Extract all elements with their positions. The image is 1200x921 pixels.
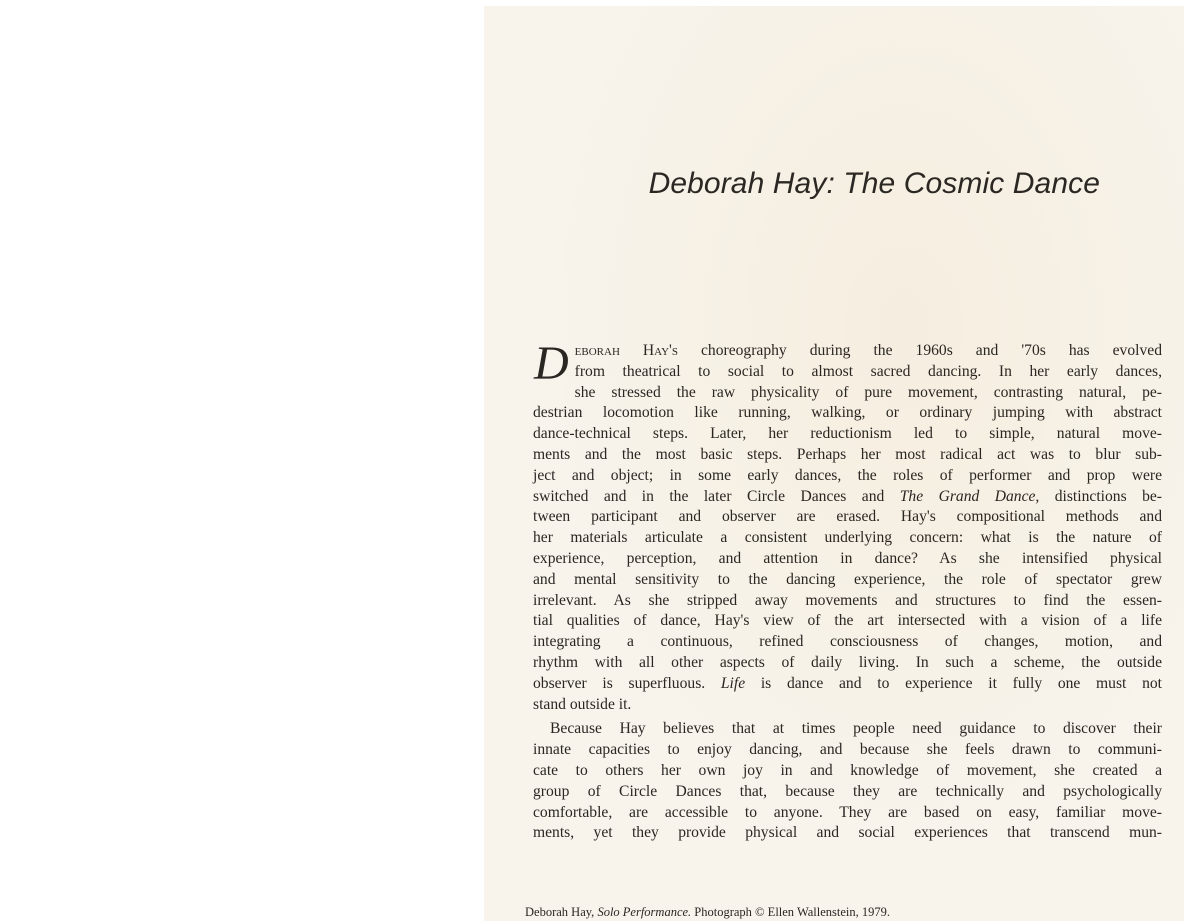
chapter-title: Deborah Hay: The Cosmic Dance: [648, 167, 1100, 200]
chapter-body: [533, 337, 1162, 844]
text-line: comfortable, are accessible to anyone. They are based on easy, familiar move-: [533, 803, 1162, 821]
text-line: eborah Hay's choreography during the 1960s and '70s has evolved: [574, 342, 1162, 359]
book-page: [484, 6, 1184, 921]
text-line: innate capacities to enjoy dancing, and because she feels drawn to communi-: [533, 741, 1162, 759]
text-line: integrating a continuous, refined consciousness of changes, motion, and: [533, 633, 1162, 651]
paragraph-1: [533, 337, 1162, 715]
text-line: switched and in the later Circle Dances and The Grand Dance, distinctions be-: [533, 487, 1162, 505]
text-line: cate to others her own joy in and knowledge of movement, she created a: [533, 761, 1162, 779]
text-line: tial qualities of dance, Hay's view of the art intersected with a vision of a life: [533, 612, 1162, 630]
text-line: group of Circle Dances that, because they are technically and psychologically: [533, 782, 1162, 800]
text-line: she stressed the raw physicality of pure movement, contrasting natural, pe-: [574, 383, 1162, 401]
emphasis-life: Life: [720, 674, 746, 692]
text-line: tween participant and observer are erased. Hay's compositional methods and: [533, 508, 1162, 526]
text-line: stand outside it.: [533, 695, 632, 713]
text-line: irrelevant. As she stripped away movements and structures to find the essen-: [533, 591, 1162, 609]
opening-small-caps: eborah Hay's: [574, 342, 678, 359]
drop-cap: D: [534, 337, 569, 390]
text-line: Because Hay believes that at times people need guidance to discover their: [550, 720, 1162, 738]
text-line: ject and object; in some early dances, the roles of performer and prop were: [533, 466, 1162, 484]
text-line: ments and the most basic steps. Perhaps her most radical act was to blur sub-: [533, 445, 1162, 463]
paragraph-2: [533, 719, 1162, 844]
text-line: her materials articulate a consistent underlying concern: what is the nature of: [533, 529, 1162, 547]
text-line: rhythm with all other aspects of daily living. In such a scheme, the outside: [533, 653, 1162, 671]
text-line: observer is superfluous. Life is dance and to experience it fully one must not: [533, 674, 1162, 692]
text-line: dance-technical steps. Later, her reductionism led to simple, natural move-: [533, 425, 1162, 443]
text-line: ments, yet they provide physical and social experiences that transcend mun-: [533, 824, 1162, 842]
text-line: from theatrical to social to almost sacred dancing. In her early dances,: [574, 362, 1162, 380]
text-line: experience, perception, and attention in dance? As she intensified physical: [533, 549, 1162, 567]
photo-caption: Deborah Hay, Solo Performance. Photograph © Ellen Wallenstein, 1979.: [525, 905, 891, 919]
work-title-grand-dance: The Grand Dance,: [899, 487, 1040, 505]
text-line: and mental sensitivity to the dancing experience, the role of spectator grew: [533, 570, 1162, 588]
text-line: destrian locomotion like running, walking, or ordinary jumping with abstract: [533, 404, 1162, 422]
caption-work-title: Solo Performance.: [597, 905, 692, 919]
